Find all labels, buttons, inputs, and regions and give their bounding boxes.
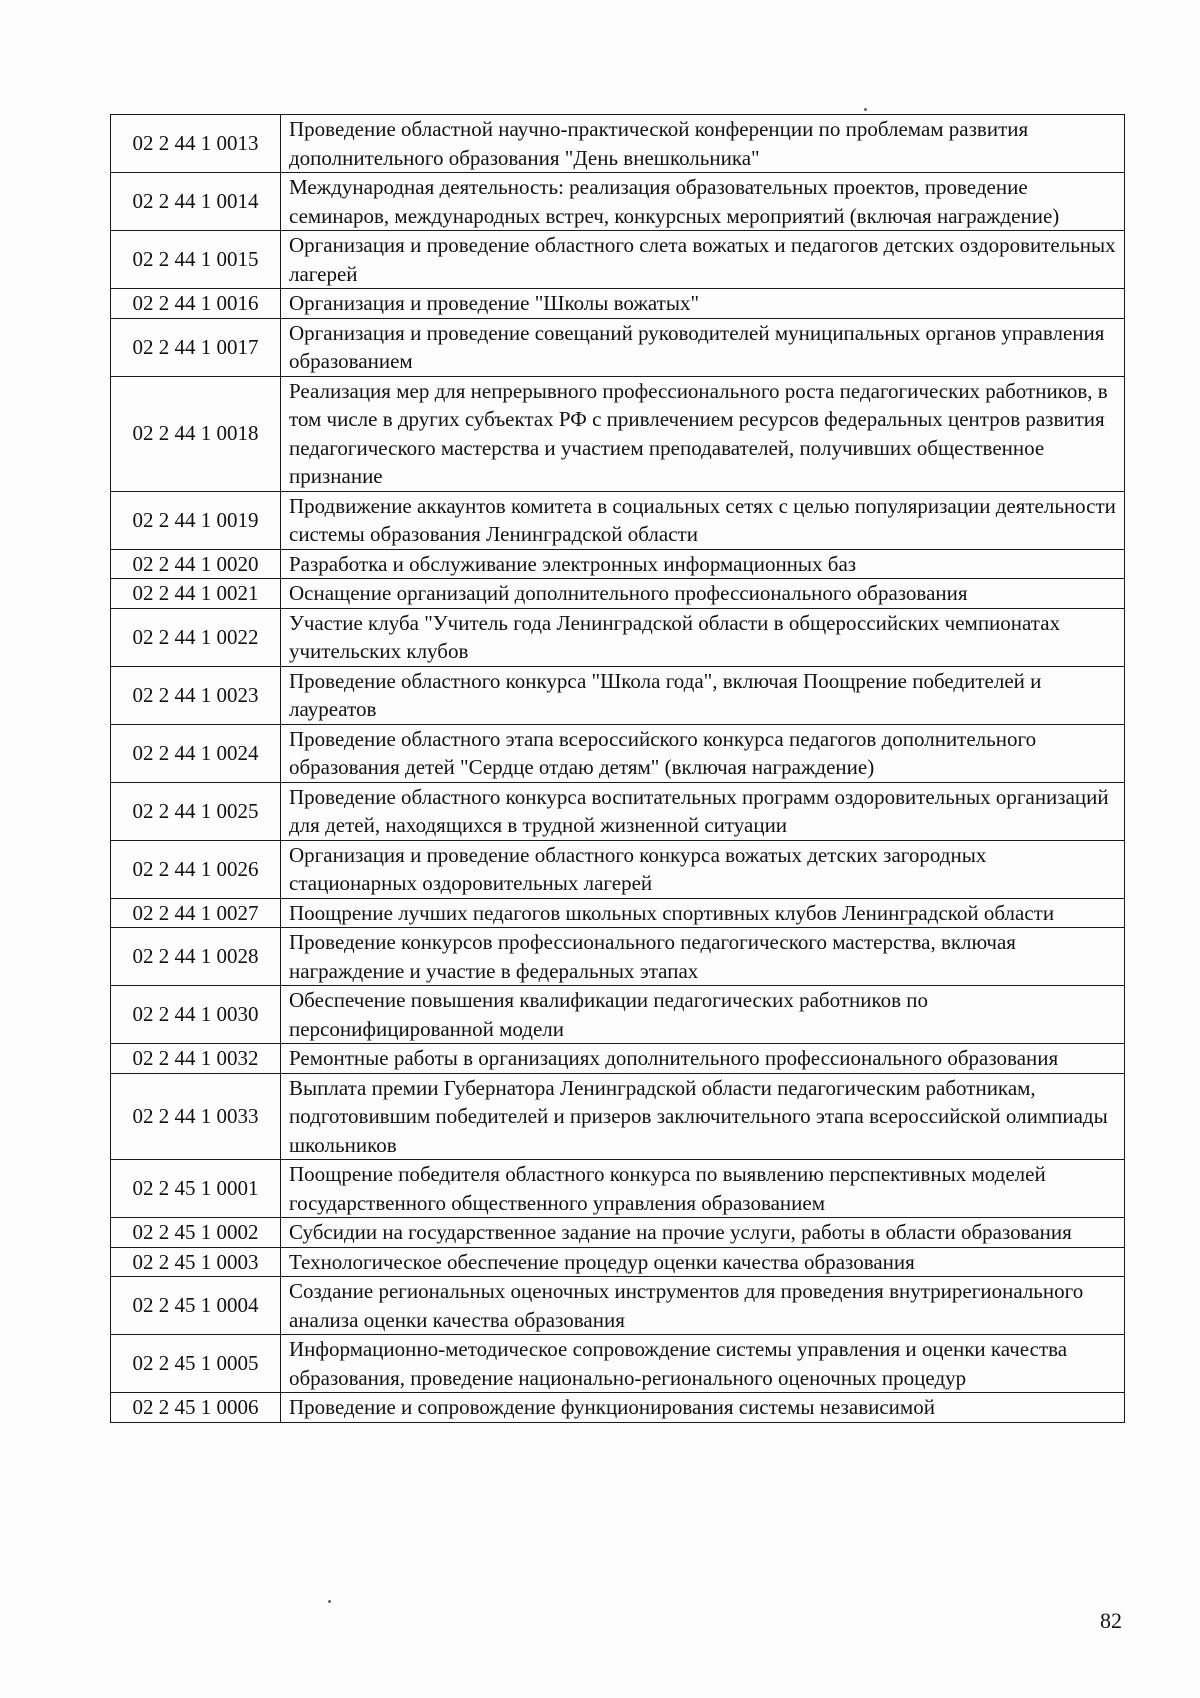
- row-code: 02 2 44 1 0020: [111, 549, 281, 579]
- row-code: 02 2 44 1 0028: [111, 928, 281, 986]
- table-row: [111, 928, 1125, 986]
- table-row: [111, 376, 1125, 491]
- row-code: 02 2 44 1 0025: [111, 782, 281, 840]
- scan-speck: [864, 108, 867, 111]
- table-row: [111, 986, 1125, 1044]
- table-row: [111, 608, 1125, 666]
- table-row: [111, 1393, 1125, 1423]
- table-row: [111, 549, 1125, 579]
- row-code: 02 2 44 1 0013: [111, 115, 281, 173]
- row-description: Технологическое обеспечение процедур оценки качества образования: [281, 1247, 1125, 1277]
- table-row: [111, 579, 1125, 609]
- table-row: [111, 666, 1125, 724]
- budget-code-table: [110, 114, 1125, 1423]
- row-description: Информационно-методическое сопровождение системы управления и оценки качества образования, проведение национально-регионального оценочных процедур: [281, 1335, 1125, 1393]
- row-code: 02 2 44 1 0015: [111, 231, 281, 289]
- table-row: [111, 1277, 1125, 1335]
- row-description: Проведение областного конкурса воспитательных программ оздоровительных организаций для детей, находящихся в трудной жизненной ситуации: [281, 782, 1125, 840]
- table-row: [111, 289, 1125, 319]
- row-code: 02 2 44 1 0018: [111, 376, 281, 491]
- row-description: Участие клуба "Учитель года Ленинградской области в общероссийских чемпионатах учительских клубов: [281, 608, 1125, 666]
- row-description: Организация и проведение совещаний руководителей муниципальных органов управления образованием: [281, 318, 1125, 376]
- row-code: 02 2 44 1 0022: [111, 608, 281, 666]
- row-description: Проведение конкурсов профессионального педагогического мастерства, включая награждение и участие в федеральных этапах: [281, 928, 1125, 986]
- table-row: [111, 1218, 1125, 1248]
- row-code: 02 2 44 1 0019: [111, 491, 281, 549]
- table-row: [111, 173, 1125, 231]
- row-description: Организация и проведение областного конкурса вожатых детских загородных стационарных оздоровительных лагерей: [281, 840, 1125, 898]
- table-row: [111, 1160, 1125, 1218]
- table-row: [111, 782, 1125, 840]
- row-description: Оснащение организаций дополнительного профессионального образования: [281, 579, 1125, 609]
- page-number: 82: [1100, 1608, 1122, 1633]
- row-description: Выплата премии Губернатора Ленинградской области педагогическим работникам, подготовившим победителей и призеров заключительного этапа всероссийской олимпиады школьников: [281, 1073, 1125, 1160]
- row-code: 02 2 45 1 0005: [111, 1335, 281, 1393]
- row-description: Организация и проведение "Школы вожатых": [281, 289, 1125, 319]
- row-code: 02 2 44 1 0017: [111, 318, 281, 376]
- row-description: Обеспечение повышения квалификации педагогических работников по персонифицированной модели: [281, 986, 1125, 1044]
- table-row: [111, 898, 1125, 928]
- row-code: 02 2 44 1 0021: [111, 579, 281, 609]
- row-code: 02 2 45 1 0006: [111, 1393, 281, 1423]
- table-row: [111, 115, 1125, 173]
- row-description: Проведение и сопровождение функционирования системы независимой: [281, 1393, 1125, 1423]
- table-row: [111, 840, 1125, 898]
- table-row: [111, 491, 1125, 549]
- row-description: Международная деятельность: реализация образовательных проектов, проведение семинаров, международных встреч, конкурсных мероприятий (включая награждение): [281, 173, 1125, 231]
- table-row: [111, 1247, 1125, 1277]
- row-code: 02 2 44 1 0030: [111, 986, 281, 1044]
- row-description: Субсидии на государственное задание на прочие услуги, работы в области образования: [281, 1218, 1125, 1248]
- row-code: 02 2 44 1 0032: [111, 1044, 281, 1074]
- row-description: Ремонтные работы в организациях дополнительного профессионального образования: [281, 1044, 1125, 1074]
- row-description: Проведение областного конкурса "Школа года", включая Поощрение победителей и лауреатов: [281, 666, 1125, 724]
- row-code: 02 2 44 1 0027: [111, 898, 281, 928]
- row-description: Проведение областной научно-практической конференции по проблемам развития дополнительного образования "День внешкольника": [281, 115, 1125, 173]
- row-code: 02 2 44 1 0026: [111, 840, 281, 898]
- row-code: 02 2 44 1 0014: [111, 173, 281, 231]
- row-description: Поощрение лучших педагогов школьных спортивных клубов Ленинградской области: [281, 898, 1125, 928]
- row-description: Организация и проведение областного слета вожатых и педагогов детских оздоровительных лагерей: [281, 231, 1125, 289]
- table-row: [111, 231, 1125, 289]
- row-description: Создание региональных оценочных инструментов для проведения внутрирегионального анализа оценки качества образования: [281, 1277, 1125, 1335]
- row-code: 02 2 45 1 0003: [111, 1247, 281, 1277]
- row-code: 02 2 44 1 0033: [111, 1073, 281, 1160]
- row-description: Продвижение аккаунтов комитета в социальных сетях с целью популяризации деятельности системы образования Ленинградской области: [281, 491, 1125, 549]
- row-code: 02 2 44 1 0016: [111, 289, 281, 319]
- row-description: Поощрение победителя областного конкурса по выявлению перспективных моделей государственного общественного управления образованием: [281, 1160, 1125, 1218]
- table-row: [111, 318, 1125, 376]
- table-row: [111, 1335, 1125, 1393]
- row-description: Разработка и обслуживание электронных информационных баз: [281, 549, 1125, 579]
- row-code: 02 2 44 1 0024: [111, 724, 281, 782]
- row-description: Проведение областного этапа всероссийского конкурса педагогов дополнительного образования детей "Сердце отдаю детям" (включая награждение): [281, 724, 1125, 782]
- row-description: Реализация мер для непрерывного профессионального роста педагогических работников, в том числе в других субъектах РФ с привлечением ресурсов федеральных центров развития педагогического мастерства и участием преподавателей, получивших общественное признание: [281, 376, 1125, 491]
- table-body: [111, 115, 1125, 1423]
- table-row: [111, 1044, 1125, 1074]
- row-code: 02 2 45 1 0002: [111, 1218, 281, 1248]
- scan-speck: [328, 1600, 331, 1603]
- table-row: [111, 724, 1125, 782]
- table-row: [111, 1073, 1125, 1160]
- row-code: 02 2 45 1 0004: [111, 1277, 281, 1335]
- row-code: 02 2 44 1 0023: [111, 666, 281, 724]
- row-code: 02 2 45 1 0001: [111, 1160, 281, 1218]
